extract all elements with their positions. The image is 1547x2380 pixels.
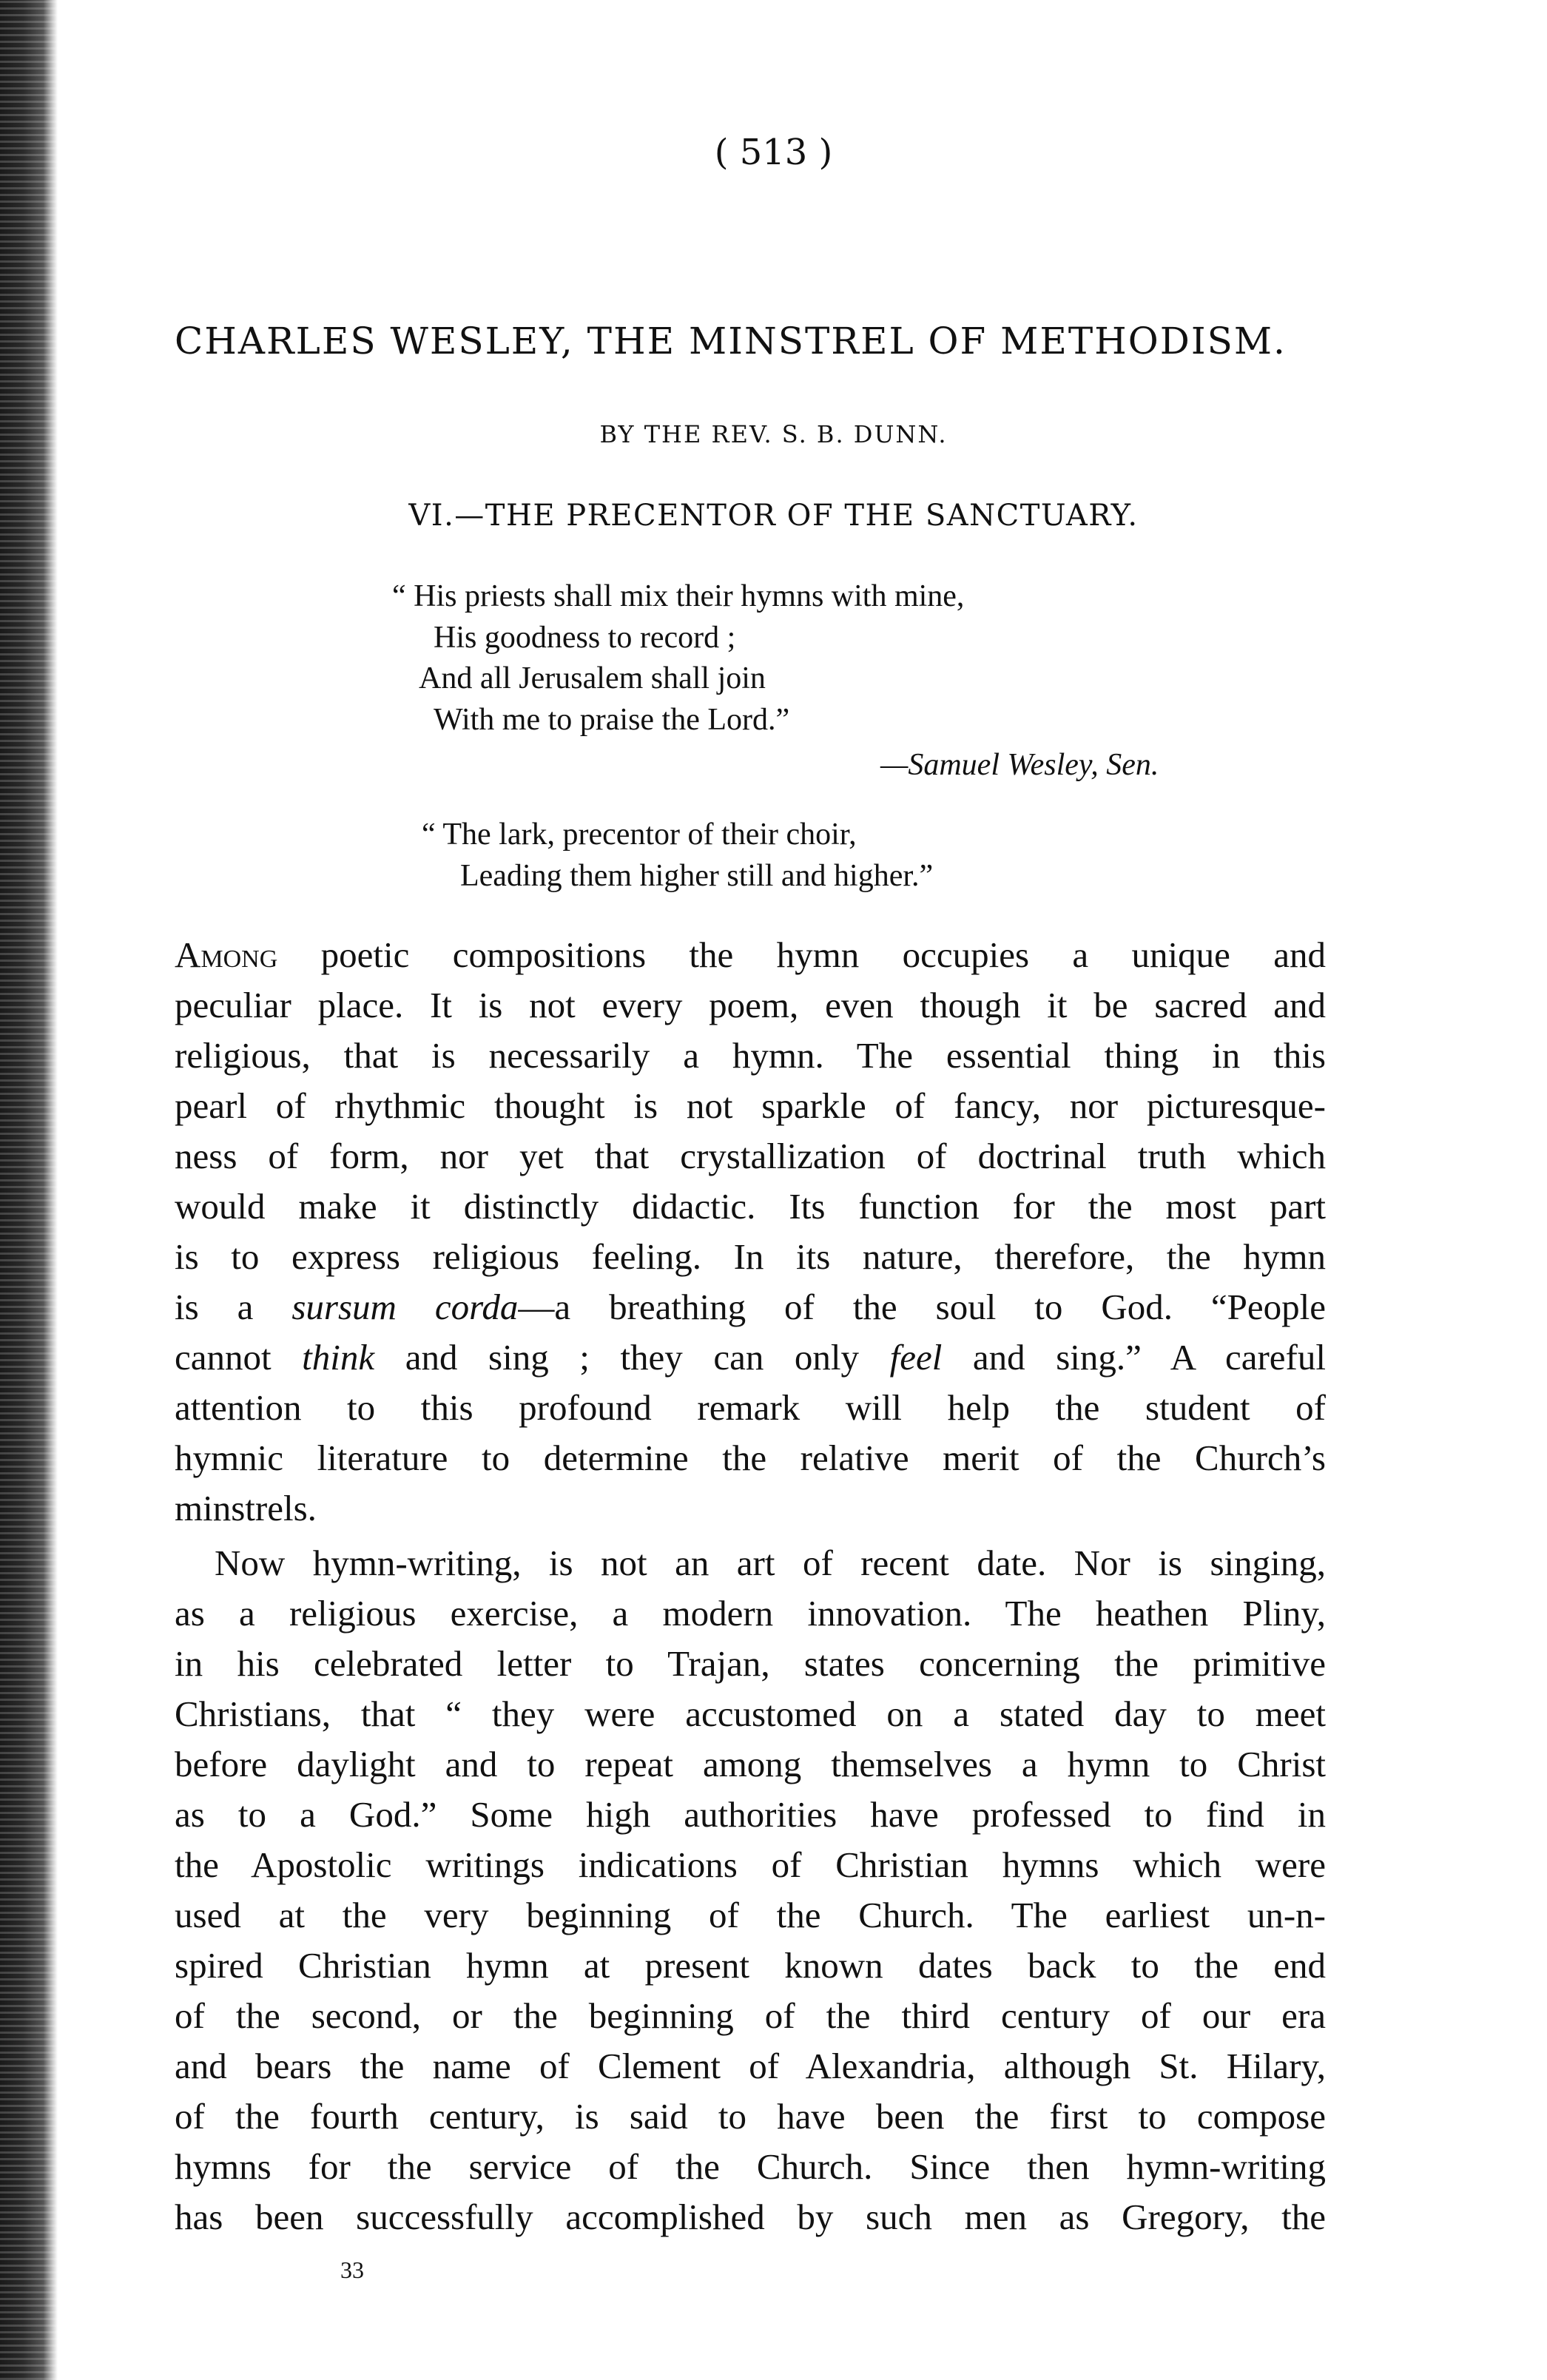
paragraph-line: used at the very beginning of the Church. The earliest un-n- [175,1895,1326,1935]
paragraph-line: pearl of rhythmic thought is not sparkle of fancy, nor picturesque- [175,1085,1326,1126]
article-title: CHARLES WESLEY, THE MINSTREL OF METHODISM. [175,320,1287,363]
paragraph-line: of the fourth century, is said to have been the first to compose [175,2096,1326,2137]
paragraph-line: and bears the name of Clement of Alexandria, although St. Hilary, [175,2046,1326,2086]
paragraph-line: ness of form, nor yet that crystallization of doctrinal truth which [175,1136,1326,1176]
epigraph-line: “ The lark, precentor of their choir, [422,818,857,852]
book-spine-shadow [0,0,58,2380]
signature-mark: 33 [340,2256,364,2283]
paragraph-line: as to a God.” Some high authorities have professed to find in [175,1794,1326,1835]
paragraph-line: Now hymn-writing, is not an art of recent date. Nor is singing, [215,1543,1326,1583]
paragraph-line: has been successfully accomplished by such men as Gregory, the [175,2197,1326,2237]
paragraph-line: hymnic literature to determine the relative merit of the Church’s [175,1437,1326,1478]
paragraph-line: attention to this profound remark will help the student of [175,1387,1326,1428]
epigraph-line: With me to praise the Lord.” [434,703,790,737]
paragraph-line: as a religious exercise, a modern innovation. The heathen Pliny, [175,1593,1326,1634]
paragraph-line: Among poetic compositions the hymn occupies a unique and [175,934,1326,975]
epigraph-line: Leading them higher still and higher.” [460,859,934,893]
epigraph-line: “ His priests shall mix their hymns with mine, [392,579,965,613]
paragraph-line: hymns for the service of the Church. Since then hymn-writing [175,2146,1326,2187]
paragraph-line: is a sursum corda—a breathing of the soul to God. “People [175,1287,1327,1327]
epigraph-line: And all Jerusalem shall join [419,661,766,695]
paragraph-line: would make it distinctly didactic. Its function for the most part [175,1186,1326,1227]
epigraph-line: His goodness to record ; [434,621,736,655]
epigraph-attribution: —Samuel Wesley, Sen. [880,748,1159,782]
paragraph-line: the Apostolic writings indications of Christian hymns which were [175,1844,1326,1885]
section-heading: VI.—THE PRECENTOR OF THE SANCTUARY. [408,499,1139,533]
author-byline: BY THE REV. S. B. DUNN. [599,420,948,448]
italic-word: feel [889,1337,943,1378]
paragraph-line: of the second, or the beginning of the third century of our era [175,1995,1326,2036]
paragraph-line: before daylight and to repeat among themselves a hymn to Christ [175,1744,1326,1784]
paragraph-line: is to express religious feeling. In its nature, therefore, the hymn [175,1236,1326,1277]
italic-word: think [302,1337,375,1378]
italic-phrase: sursum corda [291,1287,519,1327]
drop-word: Among [175,934,278,975]
paragraph-line: in his celebrated letter to Trajan, states concerning the primitive [175,1643,1326,1684]
paragraph-line: Christians, that “ they were accustomed on a stated day to meet [175,1693,1326,1734]
paragraph-line: peculiar place. It is not every poem, even though it be sacred and [175,985,1326,1025]
paragraph-line: minstrels. [175,1488,317,1528]
paragraph-line: cannot think and sing ; they can only feel and sing.” A careful [175,1337,1326,1378]
page-number: ( 513 ) [714,132,833,173]
paragraph-line: spired Christian hymn at present known dates back to the end [175,1945,1326,1986]
paragraph-line: religious, that is necessarily a hymn. The essential thing in this [175,1035,1326,1076]
